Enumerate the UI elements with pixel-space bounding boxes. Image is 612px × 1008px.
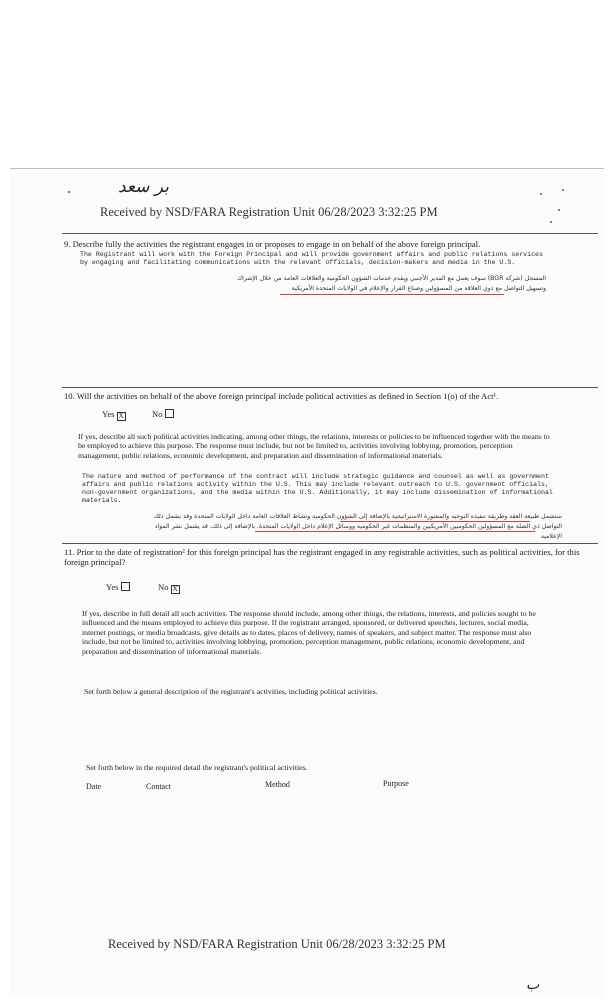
no-checkbox[interactable]	[165, 409, 174, 418]
general-description-prompt: Set forth below a general description of the registrant's activities, including political activities.	[84, 687, 378, 696]
yes-label: Yes	[106, 582, 119, 592]
q10-instructions: If yes, describe all such political activities indicating, among other things, the relations, interests or policies to be influenced together with the means to be employed to achieve this purpose. The response must include, but not be limited to, activities involving lobbying, promotion, perception management, public relations, economic development, and preparation and dissemination of informational materials.	[78, 432, 550, 460]
column-header-purpose: Purpose	[383, 779, 409, 788]
q10-question: 10. Will the activities on behalf of the above foreign principal include political activities as defined in Section 1(o) of the Act¹.	[64, 391, 499, 401]
received-stamp-bottom: Received by NSD/FARA Registration Unit 06/28/2023 3:32:25 PM	[108, 937, 446, 951]
q11-question: 11. Prior to the date of registration² for this foreign principal has the registrant engaged in any registrable activities, such as political activities, for this foreign principal?	[64, 547, 580, 567]
column-header-date: Date	[86, 782, 102, 791]
red-underline	[280, 294, 504, 295]
political-activities-prompt: Set forth below in the required detail the registrant's political activities.	[86, 763, 308, 772]
section-divider	[62, 387, 598, 388]
red-underline	[255, 531, 535, 532]
q11-instructions: If yes, describe in full detail all such activities. The response should include, among other things, the relations, interests, and policies sought to be influenced and the means employed to achieve this purpose. If the registrant arranged, sponsored, or delivered speeches, lectures, social media, internet postings, or media broadcasts, give details as to dates, places of delivery, names of speakers, and subject matter. The response must also include, but not be limited to, activities involving lobbying, promotion, perception management, public relations, economic development, and preparation and dissemination of informational materials.	[82, 609, 536, 656]
yes-checkbox[interactable]: X	[118, 412, 124, 420]
column-header-method: Method	[265, 780, 290, 789]
no-label: No	[158, 582, 169, 592]
q9-answer-arabic: المسجل (شركة BGR) سوف يعمل مع المدير الأجنبي ويقدم خدمات الشؤون الحكومية والعلاقات العامة من خلال الإشراك وتسهيل التواصل مع ذوي العلاقة من المسؤولين وصناع القرار والإعلام في الولايات المتحدة الأمريكية	[236, 275, 546, 292]
yes-label: Yes	[102, 409, 115, 419]
section-divider	[62, 543, 598, 544]
q9-question: 9. Describe fully the activities the registrant engages in or proposes to engage in on behalf of the above foreign principal.	[64, 239, 481, 249]
handwritten-initial: ب	[526, 977, 540, 993]
section-divider	[62, 233, 598, 234]
handwritten-note: ﺑﺮ ﺳﻌﺪ	[118, 177, 169, 197]
q11-yes-option	[106, 582, 130, 592]
q10-no-option	[152, 409, 174, 419]
no-checkbox[interactable]: X	[172, 585, 178, 593]
q11-no-option	[158, 582, 180, 594]
column-header-contact: Contact	[146, 782, 171, 791]
q9-answer-english: The Registrant will work with the Foreign Principal and will provide government affairs and public relations services by engaging and facilitating communications with the relevant officials, decision-makers and media in the U.S.	[80, 251, 543, 266]
red-underline	[340, 521, 530, 522]
document-page	[10, 168, 604, 997]
no-label: No	[152, 409, 163, 419]
received-stamp-top: Received by NSD/FARA Registration Unit 06/28/2023 3:32:25 PM	[100, 205, 438, 219]
yes-checkbox[interactable]	[121, 582, 130, 591]
q10-answer-english: The nature and method of performance of the contract will include strategic guidance and counsel as well as government affairs and public relations activity within the U.S. This may include relevant outreach to U.S. government officials, non-government organizations, and the media within the U.S. Additionally, it may include dissemination of informational materials.	[82, 473, 553, 504]
q10-yes-option	[102, 409, 126, 421]
q10-answer-arabic: ستشمل طبيعة العقد وطريقة تنفيذه التوجيه والمشورة الاستراتيجية بالإضافة إلى الشؤون الحكومية ونشاط العلاقات العامة داخل الولايات المتحدة وقد يشمل ذلك التواصل ذي الصلة مع المسؤولين الحكوميين الأمريكيين والمنظمات غير الحكومية ووسائل الإعلام داخل الولايات المتحدة. بالإضافة إلى ذلك، قد يشمل نشر المواد الإعلامية	[153, 513, 562, 540]
